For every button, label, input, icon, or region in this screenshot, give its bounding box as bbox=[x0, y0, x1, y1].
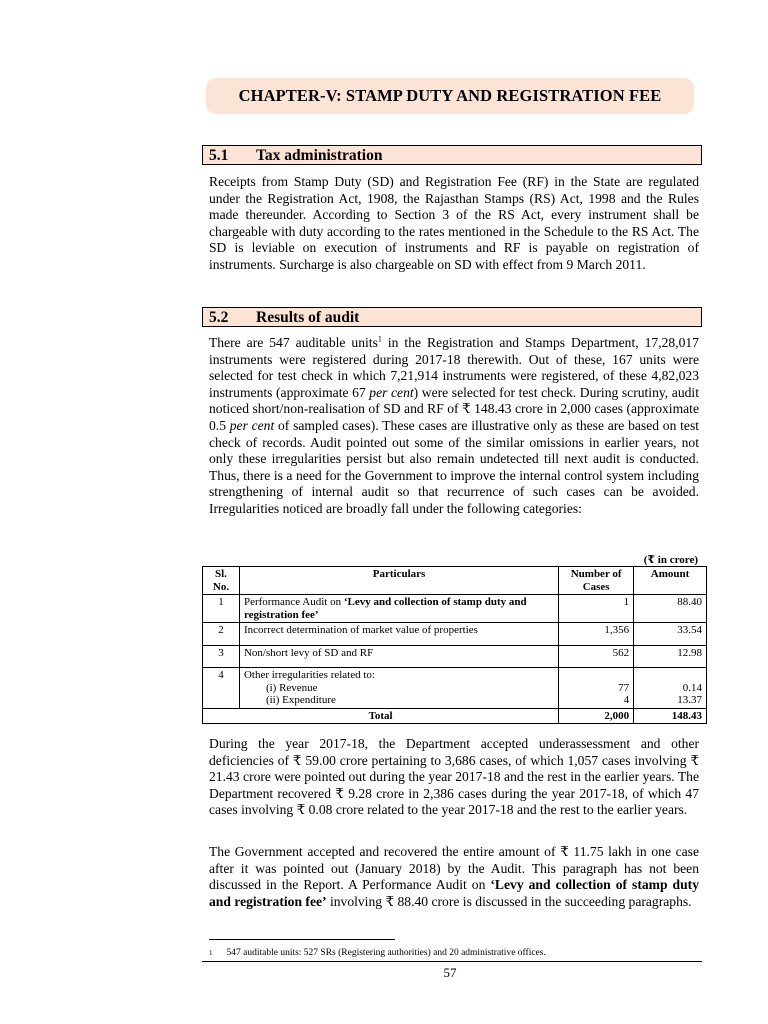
header-number-of-cases: Number of Cases bbox=[559, 567, 634, 595]
section-heading-5-2 bbox=[202, 307, 702, 327]
table-unit-note: (₹ in crore) bbox=[643, 554, 698, 566]
footnote-text: 547 auditable units: 527 SRs (Registering authorities) and 20 administrative offices. bbox=[226, 948, 546, 958]
paragraph-results-of-audit bbox=[209, 335, 699, 518]
total-label: Total bbox=[203, 708, 559, 724]
cell-amount bbox=[634, 668, 707, 709]
page-bottom-divider bbox=[202, 961, 702, 962]
section-number: 5.2 bbox=[209, 309, 229, 326]
audit-results-table bbox=[202, 566, 707, 724]
cell-text: Performance Audit on bbox=[243, 596, 344, 608]
section-heading-5-1 bbox=[202, 145, 702, 165]
cell-cases: 1,356 bbox=[559, 623, 634, 646]
header-particulars: Particulars bbox=[239, 567, 558, 595]
total-cases: 2,000 bbox=[559, 708, 634, 724]
cell-particulars: Non/short levy of SD and RF bbox=[239, 645, 558, 668]
text-run: in the Registration and Stamps Department, 17,28,017 instruments were registered during 2017-18 therewith. Out of these, 167 units were selected for test check in which 7,21,914 instruments were registered, of these 4,82,023 instruments (approximate 67 bbox=[209, 335, 699, 400]
sub-item-expenditure: (ii) Expenditure bbox=[265, 694, 336, 706]
cell-particulars: Incorrect determination of market value of properties bbox=[239, 623, 558, 646]
cell-cases bbox=[559, 668, 634, 709]
text-run: of sampled cases). These cases are illustrative only as these are based on test check of records. Audit pointed out some of the similar omissions in earlier years, not only these irregularities persist but also remain undetected till next audit is conducted. Thus, there is a need for the Government to improve the internal control system including strengthening of internal audit so that recurrence of such cases can be avoided. Irregularities noticed are broadly fall under the following categories: bbox=[209, 417, 700, 516]
text-run: involving ₹ 88.40 crore is discussed in the succeeding paragraphs. bbox=[326, 893, 692, 909]
sub-cases: 77 bbox=[618, 681, 630, 694]
table-total-row bbox=[203, 708, 707, 724]
cell-sl: 2 bbox=[203, 623, 240, 646]
footnote-divider bbox=[209, 939, 395, 940]
paragraph-government-recovered bbox=[209, 844, 699, 910]
table-row bbox=[203, 645, 707, 668]
paragraph-department-accepted: During the year 2017-18, the Department accepted underassessment and other deficiencies of ₹ 59.00 crore pertaining to 3,686 cases, of which 1,057 cases involving ₹ 21.43 crore were pointed out during the year 2017-18 and the rest in the earlier years. The Department recovered ₹ 9.28 crore in 2,386 cases during the year 2017-18, of which 47 cases involving ₹ 0.08 crore related to the year 2017-18 and the rest to the earlier years. bbox=[209, 736, 699, 818]
header-amount: Amount bbox=[634, 567, 707, 595]
total-amount: 148.43 bbox=[634, 708, 707, 724]
page-number: 57 bbox=[443, 965, 457, 980]
italic-text: per cent bbox=[369, 384, 414, 400]
cell-amount: 12.98 bbox=[634, 645, 707, 668]
sub-amount: 13.37 bbox=[677, 694, 702, 706]
cell-sl: 3 bbox=[203, 645, 240, 668]
cell-text: Other irregularities related to: bbox=[243, 669, 375, 681]
cell-sl: 1 bbox=[203, 595, 240, 623]
footnote-reference: 1 bbox=[377, 334, 382, 344]
section-number: 5.1 bbox=[209, 147, 229, 164]
text-run: There are 547 auditable units bbox=[209, 335, 378, 350]
chapter-title: CHAPTER-V: STAMP DUTY AND REGISTRATION FEE bbox=[206, 78, 694, 114]
paragraph-tax-administration: Receipts from Stamp Duty (SD) and Registration Fee (RF) in the State are regulated under the Registration Act, 1908, the Rajasthan Stamps (RS) Act, 1998 and the Rules made thereunder. According to Section 3 of the RS Act, every instrument shall be chargeable with duty according to the rates mentioned in the Schedule to the RS Act. The SD is leviable on execution of instruments and RF is payable on registration of instruments. Surcharge is also chargeable on SD with effect from 9 March 2011. bbox=[209, 174, 699, 272]
cell-sl: 4 bbox=[203, 668, 240, 709]
cell-bold-text: ‘Levy and collection of stamp duty and registration fee’ bbox=[243, 596, 527, 621]
cell-cases: 1 bbox=[559, 595, 634, 623]
cell-amount: 33.54 bbox=[634, 623, 707, 646]
table-row bbox=[203, 623, 707, 646]
section-title: Tax administration bbox=[256, 147, 383, 164]
footnote-mark: 1 bbox=[209, 949, 213, 957]
italic-text: per cent bbox=[229, 417, 275, 433]
bold-text: ‘Levy and collection of stamp duty and registration fee’ bbox=[209, 877, 699, 909]
sub-item-revenue: (i) Revenue bbox=[265, 681, 318, 694]
table-header-row bbox=[203, 567, 707, 595]
footnote bbox=[209, 947, 699, 959]
cell-particulars bbox=[239, 595, 558, 623]
cell-cases: 562 bbox=[559, 645, 634, 668]
text-run: The Government accepted and recovered the entire amount of ₹ 11.75 lakh in one case after it was pointed out (January 2018) by the Audit. This paragraph has not been discussed in the Report. A Performance Audit on bbox=[209, 844, 699, 893]
cell-amount: 88.40 bbox=[634, 595, 707, 623]
table-row bbox=[203, 668, 707, 709]
section-title: Results of audit bbox=[256, 309, 360, 326]
text-run: ) were selected for test check. During scrutiny, audit noticed short/non-realisation of SD and RF of ₹ 148.43 crore in 2,000 cases (approximate 0.5 bbox=[209, 384, 699, 433]
sub-cases: 4 bbox=[623, 694, 630, 706]
sub-amount: 0.14 bbox=[682, 681, 702, 694]
table-row bbox=[203, 595, 707, 623]
header-sl-no: Sl. No. bbox=[203, 567, 240, 595]
cell-particulars bbox=[239, 668, 558, 709]
